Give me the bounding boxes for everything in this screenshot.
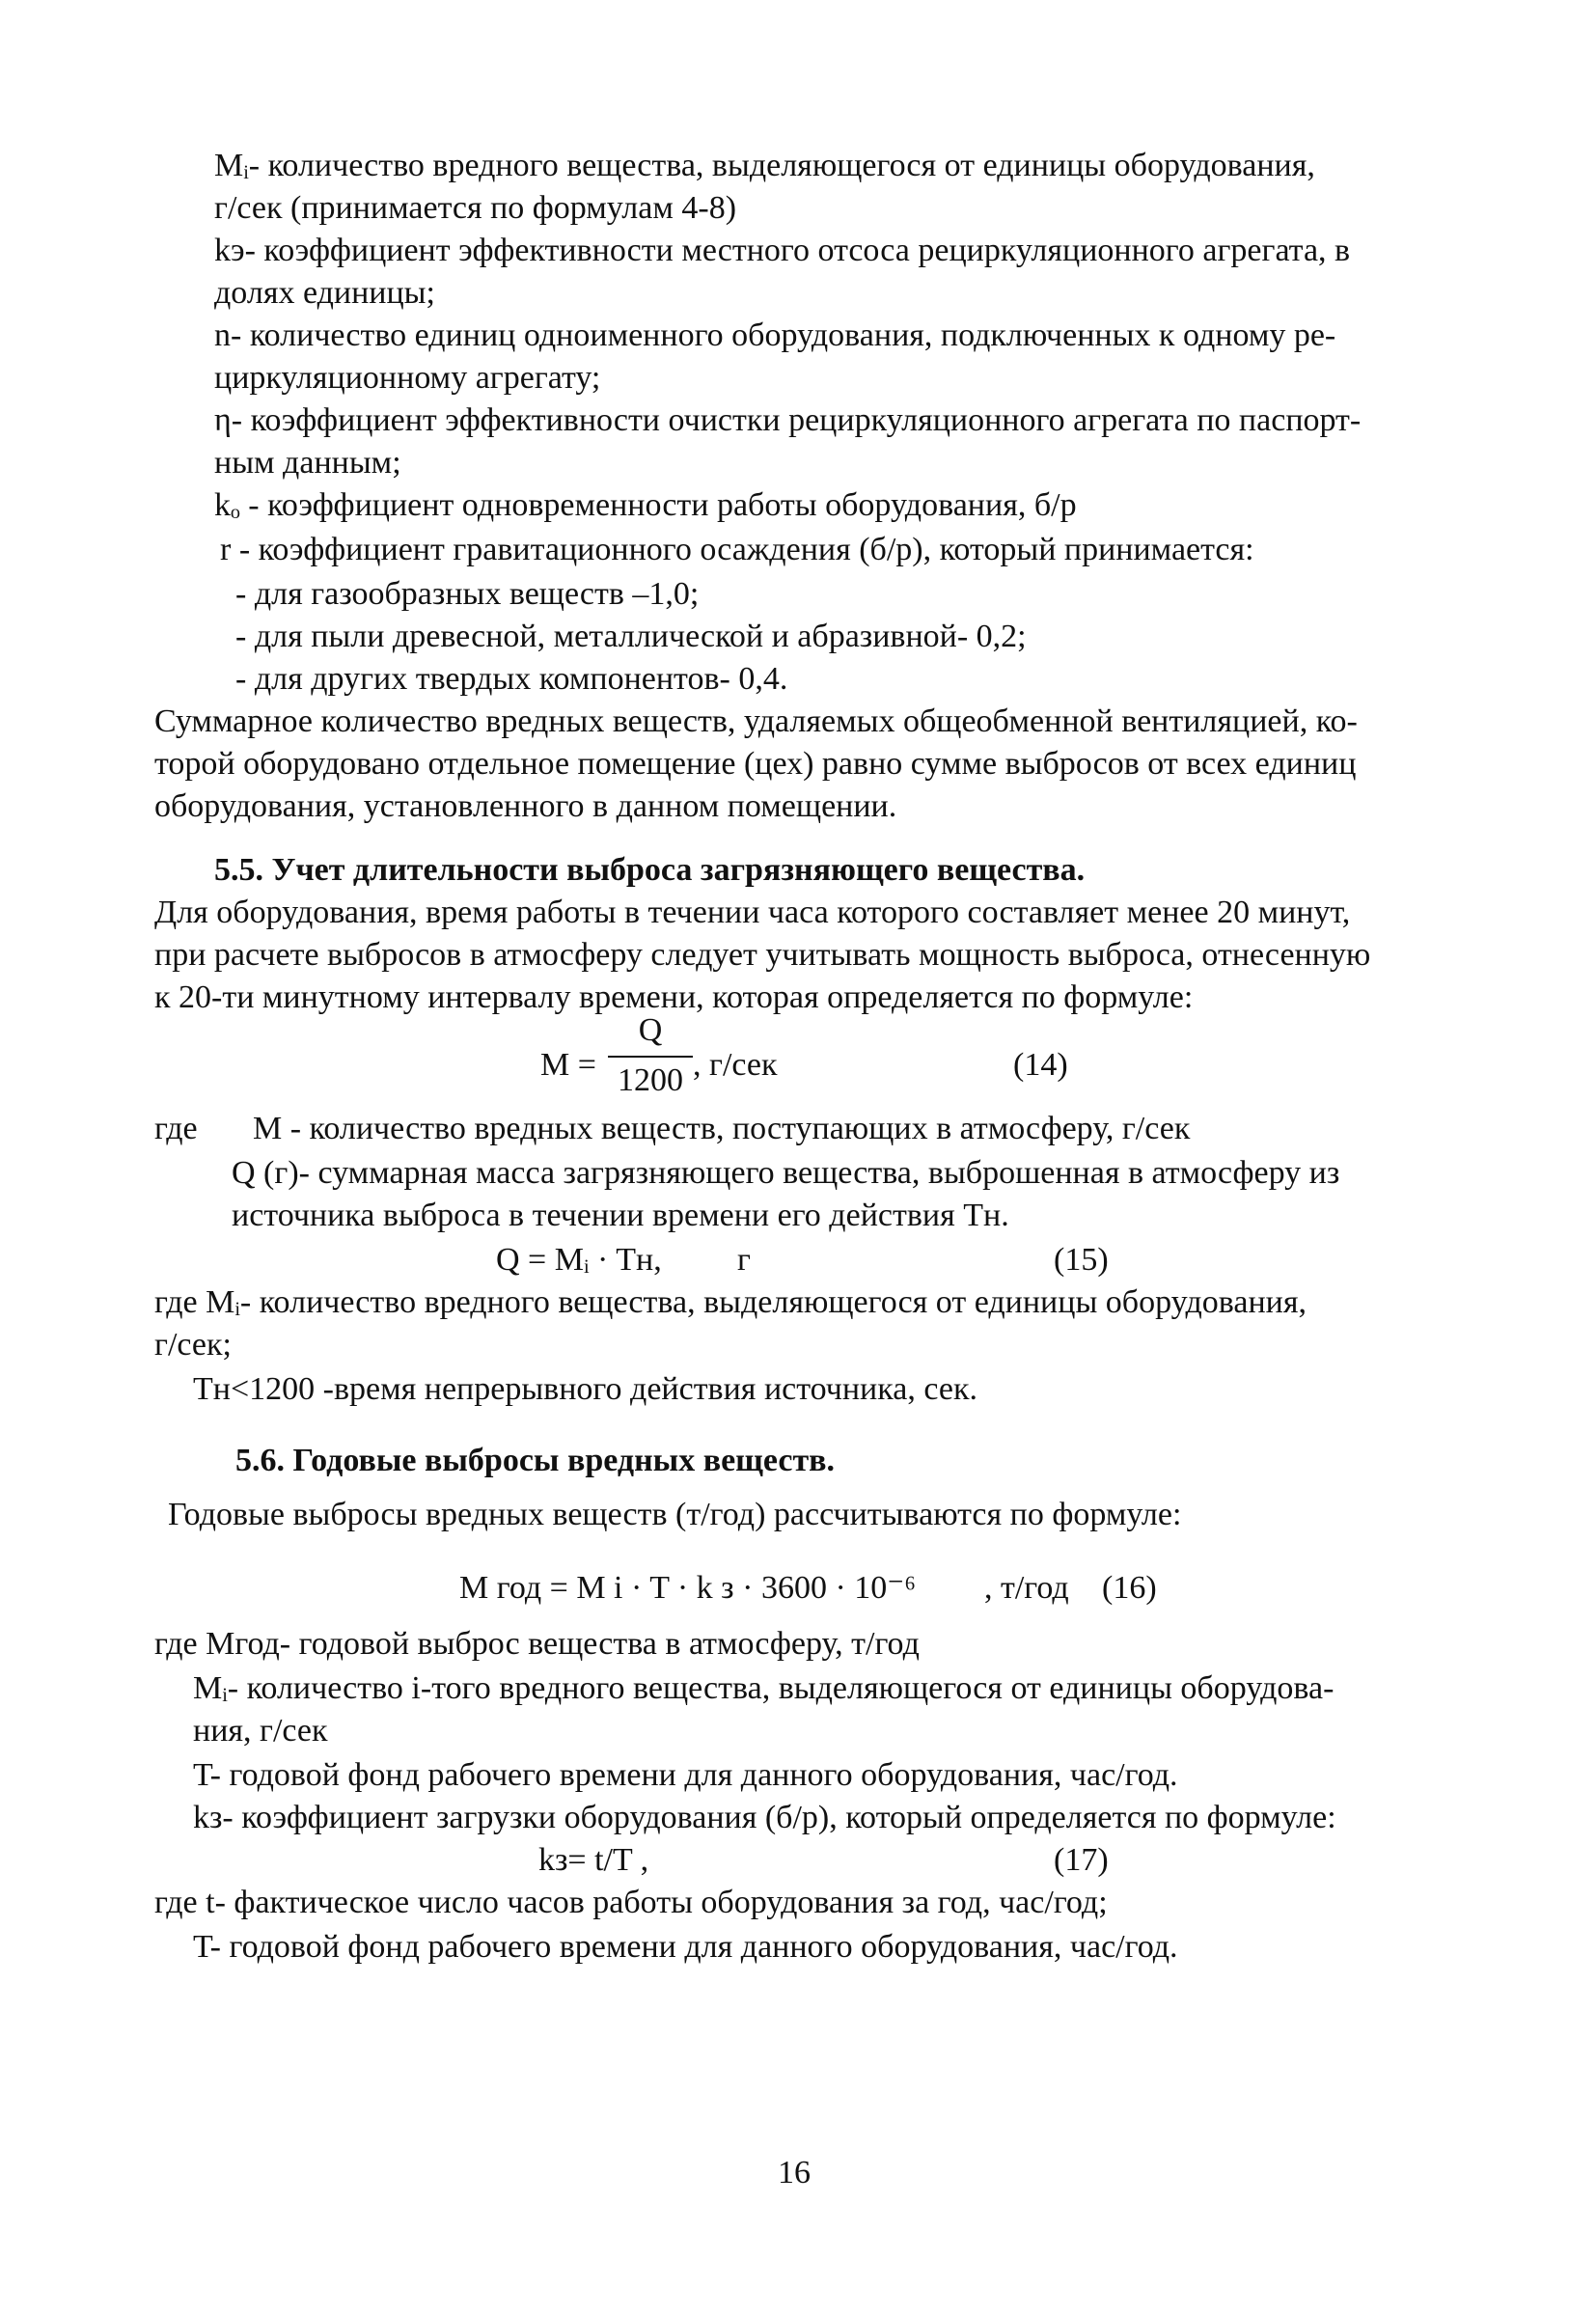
formula-16-number: (16) xyxy=(1102,1570,1157,1606)
def-n-line-2: циркуляционному агрегату; xyxy=(214,360,601,396)
def-k3-load: kз- коэффициент загрузки оборудования (б/р), который определяется по формуле: xyxy=(193,1800,1336,1835)
def-q-line-2: источника выброса в течении времени его действия Tн. xyxy=(232,1198,1009,1233)
def-r-item-gas: - для газообразных веществ –1,0; xyxy=(235,576,700,612)
def-mi-3-line-2: ния, г/сек xyxy=(193,1713,328,1749)
formula-17-number: (17) xyxy=(1054,1842,1109,1878)
def-k3-line-1: kэ- коэффициент эффективности местного отсоса рециркуляционного агрегата, в xyxy=(214,233,1351,268)
summary-line-3: оборудования, установленного в данном помещении. xyxy=(154,788,897,824)
def-mi-line-2: г/сек (принимается по формулам 4-8) xyxy=(214,190,737,226)
section-5-6-heading: 5.6. Годовые выбросы вредных веществ. xyxy=(235,1443,836,1478)
def-tn: Tн<1200 -время непрерывного действия источника, сек. xyxy=(193,1371,977,1407)
def-t-2: T- годовой фонд рабочего времени для данного оборудования, час/год. xyxy=(193,1929,1178,1965)
section-5-5-para-line-2: при расчете выбросов в атмосферу следует учитывать мощность выброса, отнесенную xyxy=(154,937,1371,973)
def-r-item-dust: - для пыли древесной, металлической и абразивной- 0,2; xyxy=(235,619,1027,654)
def-t: T- годовой фонд рабочего времени для данного оборудования, час/год. xyxy=(193,1757,1178,1793)
def-r-item-solid: - для других твердых компонентов- 0,4. xyxy=(235,661,788,697)
formula-15-expr: Q = Mᵢ · Tн, xyxy=(496,1242,662,1278)
formula-17-expr: kз= t/T , xyxy=(538,1842,649,1878)
def-q-line-1: Q (г)- суммарная масса загрязняющего вещества, выброшенная в атмосферу из xyxy=(232,1155,1340,1191)
section-5-5-para-line-3: к 20-ти минутному интервалу времени, которая определяется по формуле: xyxy=(154,979,1194,1015)
def-eta-line-1: η- коэффициент эффективности очистки рециркуляционного агрегата по паспорт- xyxy=(214,402,1362,438)
def-n-line-1: n- количество единиц одноименного оборудования, подключенных к одному ре- xyxy=(214,317,1336,353)
formula-14-denominator: 1200 xyxy=(618,1062,683,1098)
formula-16-unit: , т/год xyxy=(984,1570,1069,1606)
formula-14-numerator: Q xyxy=(638,1012,663,1048)
formula-14-number: (14) xyxy=(1013,1047,1068,1083)
formula-16-expr: M год = M i · T · k з · 3600 · 10⁻⁶ xyxy=(459,1570,917,1606)
formula-14-fraction-bar xyxy=(608,1056,693,1058)
def-mgod: где Mгод- годовой выброс вещества в атмосферу, т/год xyxy=(154,1626,920,1662)
where-label: где xyxy=(154,1111,198,1146)
def-eta-line-2: ным данным; xyxy=(214,445,401,481)
formula-15-unit: г xyxy=(737,1242,751,1278)
def-r: r - коэффициент гравитационного осаждения (б/р), который принимается: xyxy=(220,532,1254,567)
section-5-5-para-line-1: Для оборудования, время работы в течении часа которого составляет менее 20 минут, xyxy=(154,895,1351,930)
def-ko: kₒ - коэффициент одновременности работы оборудования, б/р xyxy=(214,487,1077,523)
def-m: M - количество вредных веществ, поступающих в атмосферу, г/сек xyxy=(253,1111,1191,1146)
section-5-6-para: Годовые выбросы вредных веществ (т/год) рассчитываются по формуле: xyxy=(168,1497,1182,1532)
def-k3-line-2: долях единицы; xyxy=(214,275,435,311)
def-mi-line-1: Mᵢ- количество вредного вещества, выделяющегося от единицы оборудования, xyxy=(214,148,1315,183)
formula-14-lhs: M = xyxy=(540,1047,596,1083)
formula-14-unit: , г/сек xyxy=(693,1047,778,1083)
def-t-fact: где t- фактическое число часов работы оборудования за год, час/год; xyxy=(154,1885,1108,1920)
section-5-5-heading: 5.5. Учет длительности выброса загрязняющего вещества. xyxy=(214,852,1086,888)
def-mi-2-line-1: где Mᵢ- количество вредного вещества, выделяющегося от единицы оборудования, xyxy=(154,1284,1307,1320)
page-number: 16 xyxy=(778,2155,811,2190)
summary-line-1: Суммарное количество вредных веществ, удаляемых общеобменной вентиляцией, ко- xyxy=(154,703,1358,739)
formula-15-number: (15) xyxy=(1054,1242,1109,1278)
summary-line-2: торой оборудовано отдельное помещение (цех) равно сумме выбросов от всех единиц xyxy=(154,746,1357,782)
def-mi-3-line-1: Mᵢ- количество i-того вредного вещества, выделяющегося от единицы оборудова- xyxy=(193,1670,1335,1706)
def-mi-2-line-2: г/сек; xyxy=(154,1327,232,1363)
